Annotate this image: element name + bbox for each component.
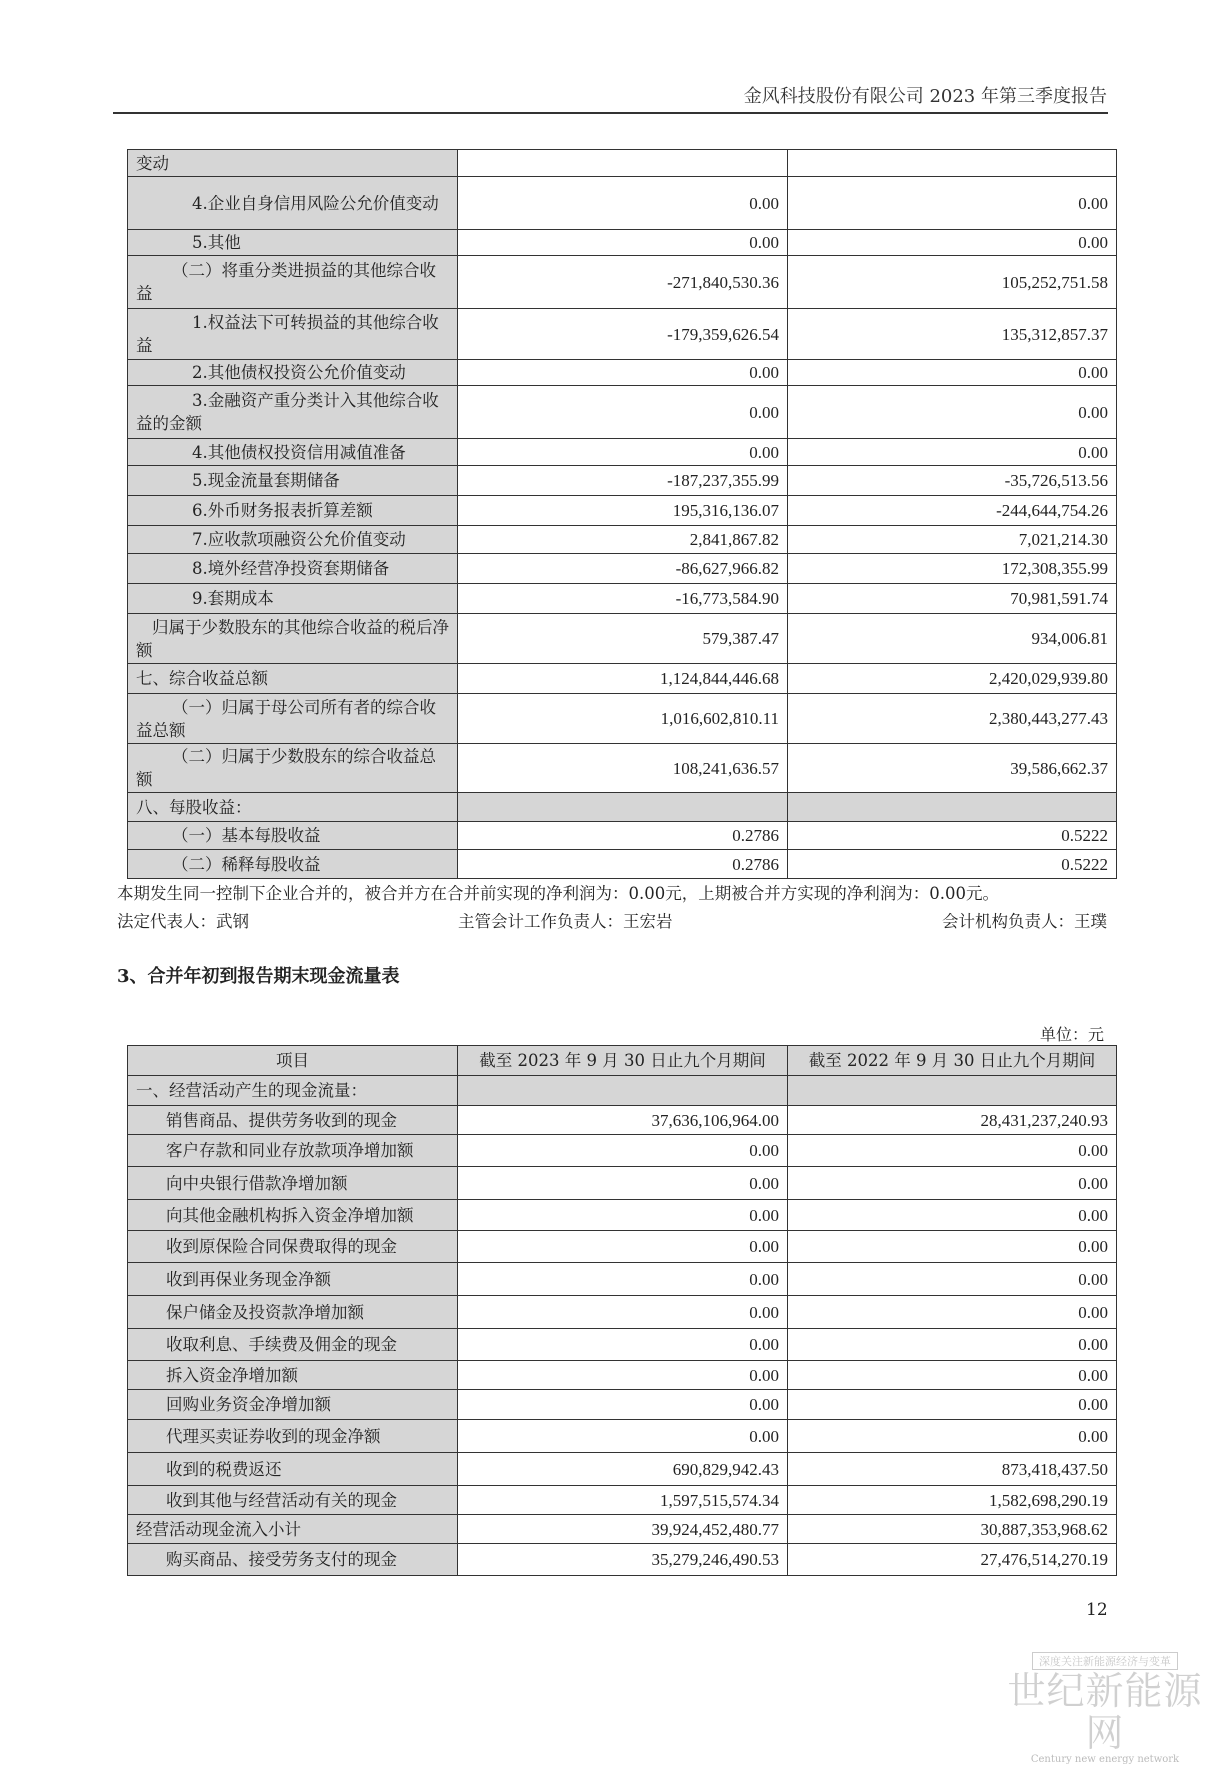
cashflow-header-row xyxy=(128,1046,1117,1076)
current-period-value: 0.00 xyxy=(458,1361,788,1390)
current-period-value: 0.00 xyxy=(458,1135,788,1167)
prior-period-value: 1,582,698,290.19 xyxy=(788,1486,1117,1515)
prior-period-value: 105,252,751.58 xyxy=(788,256,1117,309)
header-prior-period: 截至 2022 年 9 月 30 日止九个月期间 xyxy=(788,1046,1117,1076)
prior-period-value: 934,006.81 xyxy=(788,614,1117,664)
row-label: （二）稀释每股收益 xyxy=(128,850,458,879)
prior-period-value: 2,420,029,939.80 xyxy=(788,664,1117,694)
current-period-value: 0.2786 xyxy=(458,850,788,879)
current-period-value: 0.00 xyxy=(458,230,788,256)
current-period-value: 0.00 xyxy=(458,1200,788,1231)
prior-period-value: 0.00 xyxy=(788,1135,1117,1167)
row-label: 收到的税费返还 xyxy=(128,1453,458,1486)
prior-period-value: 0.00 xyxy=(788,1231,1117,1263)
row-label: 七、综合收益总额 xyxy=(128,664,458,694)
accounting-head: 主管会计工作负责人：王宏岩 xyxy=(458,912,673,931)
current-period-value: 690,829,942.43 xyxy=(458,1453,788,1486)
prior-period-value: 0.5222 xyxy=(788,822,1117,850)
row-label: 一、经营活动产生的现金流量： xyxy=(128,1076,458,1106)
income-table-row xyxy=(128,496,1117,526)
current-period-value: 2,841,867.82 xyxy=(458,526,788,554)
row-label: （一）归属于母公司所有者的综合收益总额 xyxy=(128,694,458,744)
prior-period-value: 0.00 xyxy=(788,386,1117,439)
row-label: （一）基本每股收益 xyxy=(128,822,458,850)
cashflow-table-row xyxy=(128,1296,1117,1329)
income-table-row xyxy=(128,793,1117,822)
prior-period-value: 873,418,437.50 xyxy=(788,1453,1117,1486)
row-label: 变动 xyxy=(128,150,458,177)
row-label: 2.其他债权投资公允价值变动 xyxy=(128,360,458,386)
row-label: 收取利息、手续费及佣金的现金 xyxy=(128,1329,458,1361)
cashflow-table-row xyxy=(128,1231,1117,1263)
prior-period-value: -35,726,513.56 xyxy=(788,466,1117,496)
current-period-value xyxy=(458,150,788,177)
row-label: 6.外币财务报表折算差额 xyxy=(128,496,458,526)
current-period-value: 0.00 xyxy=(458,177,788,230)
current-period-value: -16,773,584.90 xyxy=(458,584,788,614)
current-period-value: 35,279,246,490.53 xyxy=(458,1544,788,1576)
current-period-value: 579,387.47 xyxy=(458,614,788,664)
income-table-row xyxy=(128,230,1117,256)
income-table-row xyxy=(128,850,1117,879)
prior-period-value: 0.00 xyxy=(788,1263,1117,1296)
row-label: 9.套期成本 xyxy=(128,584,458,614)
current-period-value: 0.00 xyxy=(458,1231,788,1263)
current-period-value: 1,597,515,574.34 xyxy=(458,1486,788,1515)
prior-period-value: 27,476,514,270.19 xyxy=(788,1544,1117,1576)
cashflow-table-row xyxy=(128,1263,1117,1296)
row-label: 向中央银行借款净增加额 xyxy=(128,1167,458,1200)
income-table-row xyxy=(128,386,1117,439)
income-table-row xyxy=(128,584,1117,614)
income-table-row xyxy=(128,439,1117,466)
prior-period-value xyxy=(788,793,1117,822)
income-table-row xyxy=(128,526,1117,554)
cashflow-table-row xyxy=(128,1453,1117,1486)
row-label: 收到原保险合同保费取得的现金 xyxy=(128,1231,458,1263)
row-label: 5.其他 xyxy=(128,230,458,256)
watermark-english: Century new energy network xyxy=(1030,1754,1180,1765)
prior-period-value: -244,644,754.26 xyxy=(788,496,1117,526)
current-period-value xyxy=(458,1076,788,1106)
page-number: 12 xyxy=(1086,1600,1108,1620)
prior-period-value: 30,887,353,968.62 xyxy=(788,1515,1117,1544)
legal-representative: 法定代表人：武钢 xyxy=(117,912,249,931)
cashflow-table-row xyxy=(128,1544,1117,1576)
cashflow-table-row xyxy=(128,1106,1117,1135)
prior-period-value xyxy=(788,1076,1117,1106)
income-table-row xyxy=(128,694,1117,744)
income-table-row xyxy=(128,360,1117,386)
income-table-row xyxy=(128,256,1117,309)
row-label: 4.其他债权投资信用减值准备 xyxy=(128,439,458,466)
unit-label: 单位：元 xyxy=(1039,1025,1104,1044)
income-table-row xyxy=(128,614,1117,664)
prior-period-value: 39,586,662.37 xyxy=(788,744,1117,793)
prior-period-value: 0.00 xyxy=(788,1167,1117,1200)
row-label: 4.企业自身信用风险公允价值变动 xyxy=(128,177,458,230)
current-period-value: 0.00 xyxy=(458,360,788,386)
current-period-value: 0.00 xyxy=(458,1420,788,1453)
cashflow-table-row xyxy=(128,1361,1117,1390)
prior-period-value: 0.00 xyxy=(788,1390,1117,1420)
prior-period-value: 0.5222 xyxy=(788,850,1117,879)
cashflow-table-row xyxy=(128,1167,1117,1200)
cashflow-table-row xyxy=(128,1200,1117,1231)
report-header-title: 金风科技股份有限公司 2023 年第三季度报告 xyxy=(743,86,1107,107)
current-period-value: 0.00 xyxy=(458,386,788,439)
prior-period-value: 0.00 xyxy=(788,439,1117,466)
header-item: 项目 xyxy=(128,1046,458,1076)
row-label: 代理买卖证券收到的现金净额 xyxy=(128,1420,458,1453)
row-label: 向其他金融机构拆入资金净增加额 xyxy=(128,1200,458,1231)
current-period-value: -187,237,355.99 xyxy=(458,466,788,496)
accounting-org-head: 会计机构负责人：王璞 xyxy=(942,912,1107,931)
row-label: 经营活动现金流入小计 xyxy=(128,1515,458,1544)
prior-period-value: 0.00 xyxy=(788,1420,1117,1453)
cashflow-table-row xyxy=(128,1515,1117,1544)
prior-period-value: 70,981,591.74 xyxy=(788,584,1117,614)
current-period-value: -179,359,626.54 xyxy=(458,309,788,360)
row-label: （二）归属于少数股东的综合收益总额 xyxy=(128,744,458,793)
current-period-value: 1,016,602,810.11 xyxy=(458,694,788,744)
merger-note: 本期发生同一控制下企业合并的，被合并方在合并前实现的净利润为：0.00元，上期被合并方实现的净利润为：0.00元。 xyxy=(117,884,999,903)
current-period-value: 0.00 xyxy=(458,1167,788,1200)
income-table-row xyxy=(128,150,1117,177)
row-label: 5.现金流量套期储备 xyxy=(128,466,458,496)
prior-period-value xyxy=(788,150,1117,177)
watermark-name: 世纪新能源网 xyxy=(1007,1669,1203,1755)
cashflow-table-row xyxy=(128,1076,1117,1106)
income-table-row xyxy=(128,554,1117,584)
section-title: 3、合并年初到报告期末现金流量表 xyxy=(117,966,400,987)
income-table-row xyxy=(128,744,1117,793)
prior-period-value: 2,380,443,277.43 xyxy=(788,694,1117,744)
current-period-value: 1,124,844,446.68 xyxy=(458,664,788,694)
prior-period-value: 28,431,237,240.93 xyxy=(788,1106,1117,1135)
prior-period-value: 135,312,857.37 xyxy=(788,309,1117,360)
row-label: 归属于少数股东的其他综合收益的税后净额 xyxy=(128,614,458,664)
current-period-value: 0.00 xyxy=(458,439,788,466)
prior-period-value: 0.00 xyxy=(788,1361,1117,1390)
row-label: 收到再保业务现金净额 xyxy=(128,1263,458,1296)
prior-period-value: 0.00 xyxy=(788,360,1117,386)
cashflow-table-row xyxy=(128,1420,1117,1453)
current-period-value: 0.00 xyxy=(458,1329,788,1361)
current-period-value: 0.00 xyxy=(458,1263,788,1296)
prior-period-value: 0.00 xyxy=(788,1296,1117,1329)
row-label: （二）将重分类进损益的其他综合收益 xyxy=(128,256,458,309)
watermark-tagline: 深度关注新能源经济与变革 xyxy=(1032,1652,1178,1670)
row-label: 保户储金及投资款净增加额 xyxy=(128,1296,458,1329)
header-current-period: 截至 2023 年 9 月 30 日止九个月期间 xyxy=(458,1046,788,1076)
cashflow-table xyxy=(127,1045,1117,1576)
prior-period-value: 0.00 xyxy=(788,1329,1117,1361)
current-period-value: 39,924,452,480.77 xyxy=(458,1515,788,1544)
prior-period-value: 172,308,355.99 xyxy=(788,554,1117,584)
current-period-value: -271,840,530.36 xyxy=(458,256,788,309)
income-table-row xyxy=(128,822,1117,850)
income-table-row xyxy=(128,177,1117,230)
prior-period-value: 7,021,214.30 xyxy=(788,526,1117,554)
current-period-value: 108,241,636.57 xyxy=(458,744,788,793)
current-period-value xyxy=(458,793,788,822)
current-period-value: 0.00 xyxy=(458,1390,788,1420)
current-period-value: 195,316,136.07 xyxy=(458,496,788,526)
current-period-value: -86,627,966.82 xyxy=(458,554,788,584)
row-label: 回购业务资金净增加额 xyxy=(128,1390,458,1420)
prior-period-value: 0.00 xyxy=(788,1200,1117,1231)
income-table-row xyxy=(128,309,1117,360)
row-label: 8.境外经营净投资套期储备 xyxy=(128,554,458,584)
row-label: 收到其他与经营活动有关的现金 xyxy=(128,1486,458,1515)
cashflow-table-row xyxy=(128,1486,1117,1515)
row-label: 八、每股收益： xyxy=(128,793,458,822)
cashflow-table-row xyxy=(128,1329,1117,1361)
row-label: 客户存款和同业存放款项净增加额 xyxy=(128,1135,458,1167)
watermark xyxy=(990,1650,1220,1765)
cashflow-table-row xyxy=(128,1135,1117,1167)
row-label: 3.金融资产重分类计入其他综合收益的金额 xyxy=(128,386,458,439)
current-period-value: 0.00 xyxy=(458,1296,788,1329)
current-period-value: 0.2786 xyxy=(458,822,788,850)
row-label: 1.权益法下可转损益的其他综合收益 xyxy=(128,309,458,360)
row-label: 拆入资金净增加额 xyxy=(128,1361,458,1390)
prior-period-value: 0.00 xyxy=(788,177,1117,230)
header-divider xyxy=(113,112,1108,114)
income-statement-table xyxy=(127,149,1117,879)
income-table-row xyxy=(128,664,1117,694)
row-label: 购买商品、接受劳务支付的现金 xyxy=(128,1544,458,1576)
current-period-value: 37,636,106,964.00 xyxy=(458,1106,788,1135)
prior-period-value: 0.00 xyxy=(788,230,1117,256)
cashflow-table-row xyxy=(128,1390,1117,1420)
row-label: 7.应收款项融资公允价值变动 xyxy=(128,526,458,554)
row-label: 销售商品、提供劳务收到的现金 xyxy=(128,1106,458,1135)
income-table-row xyxy=(128,466,1117,496)
